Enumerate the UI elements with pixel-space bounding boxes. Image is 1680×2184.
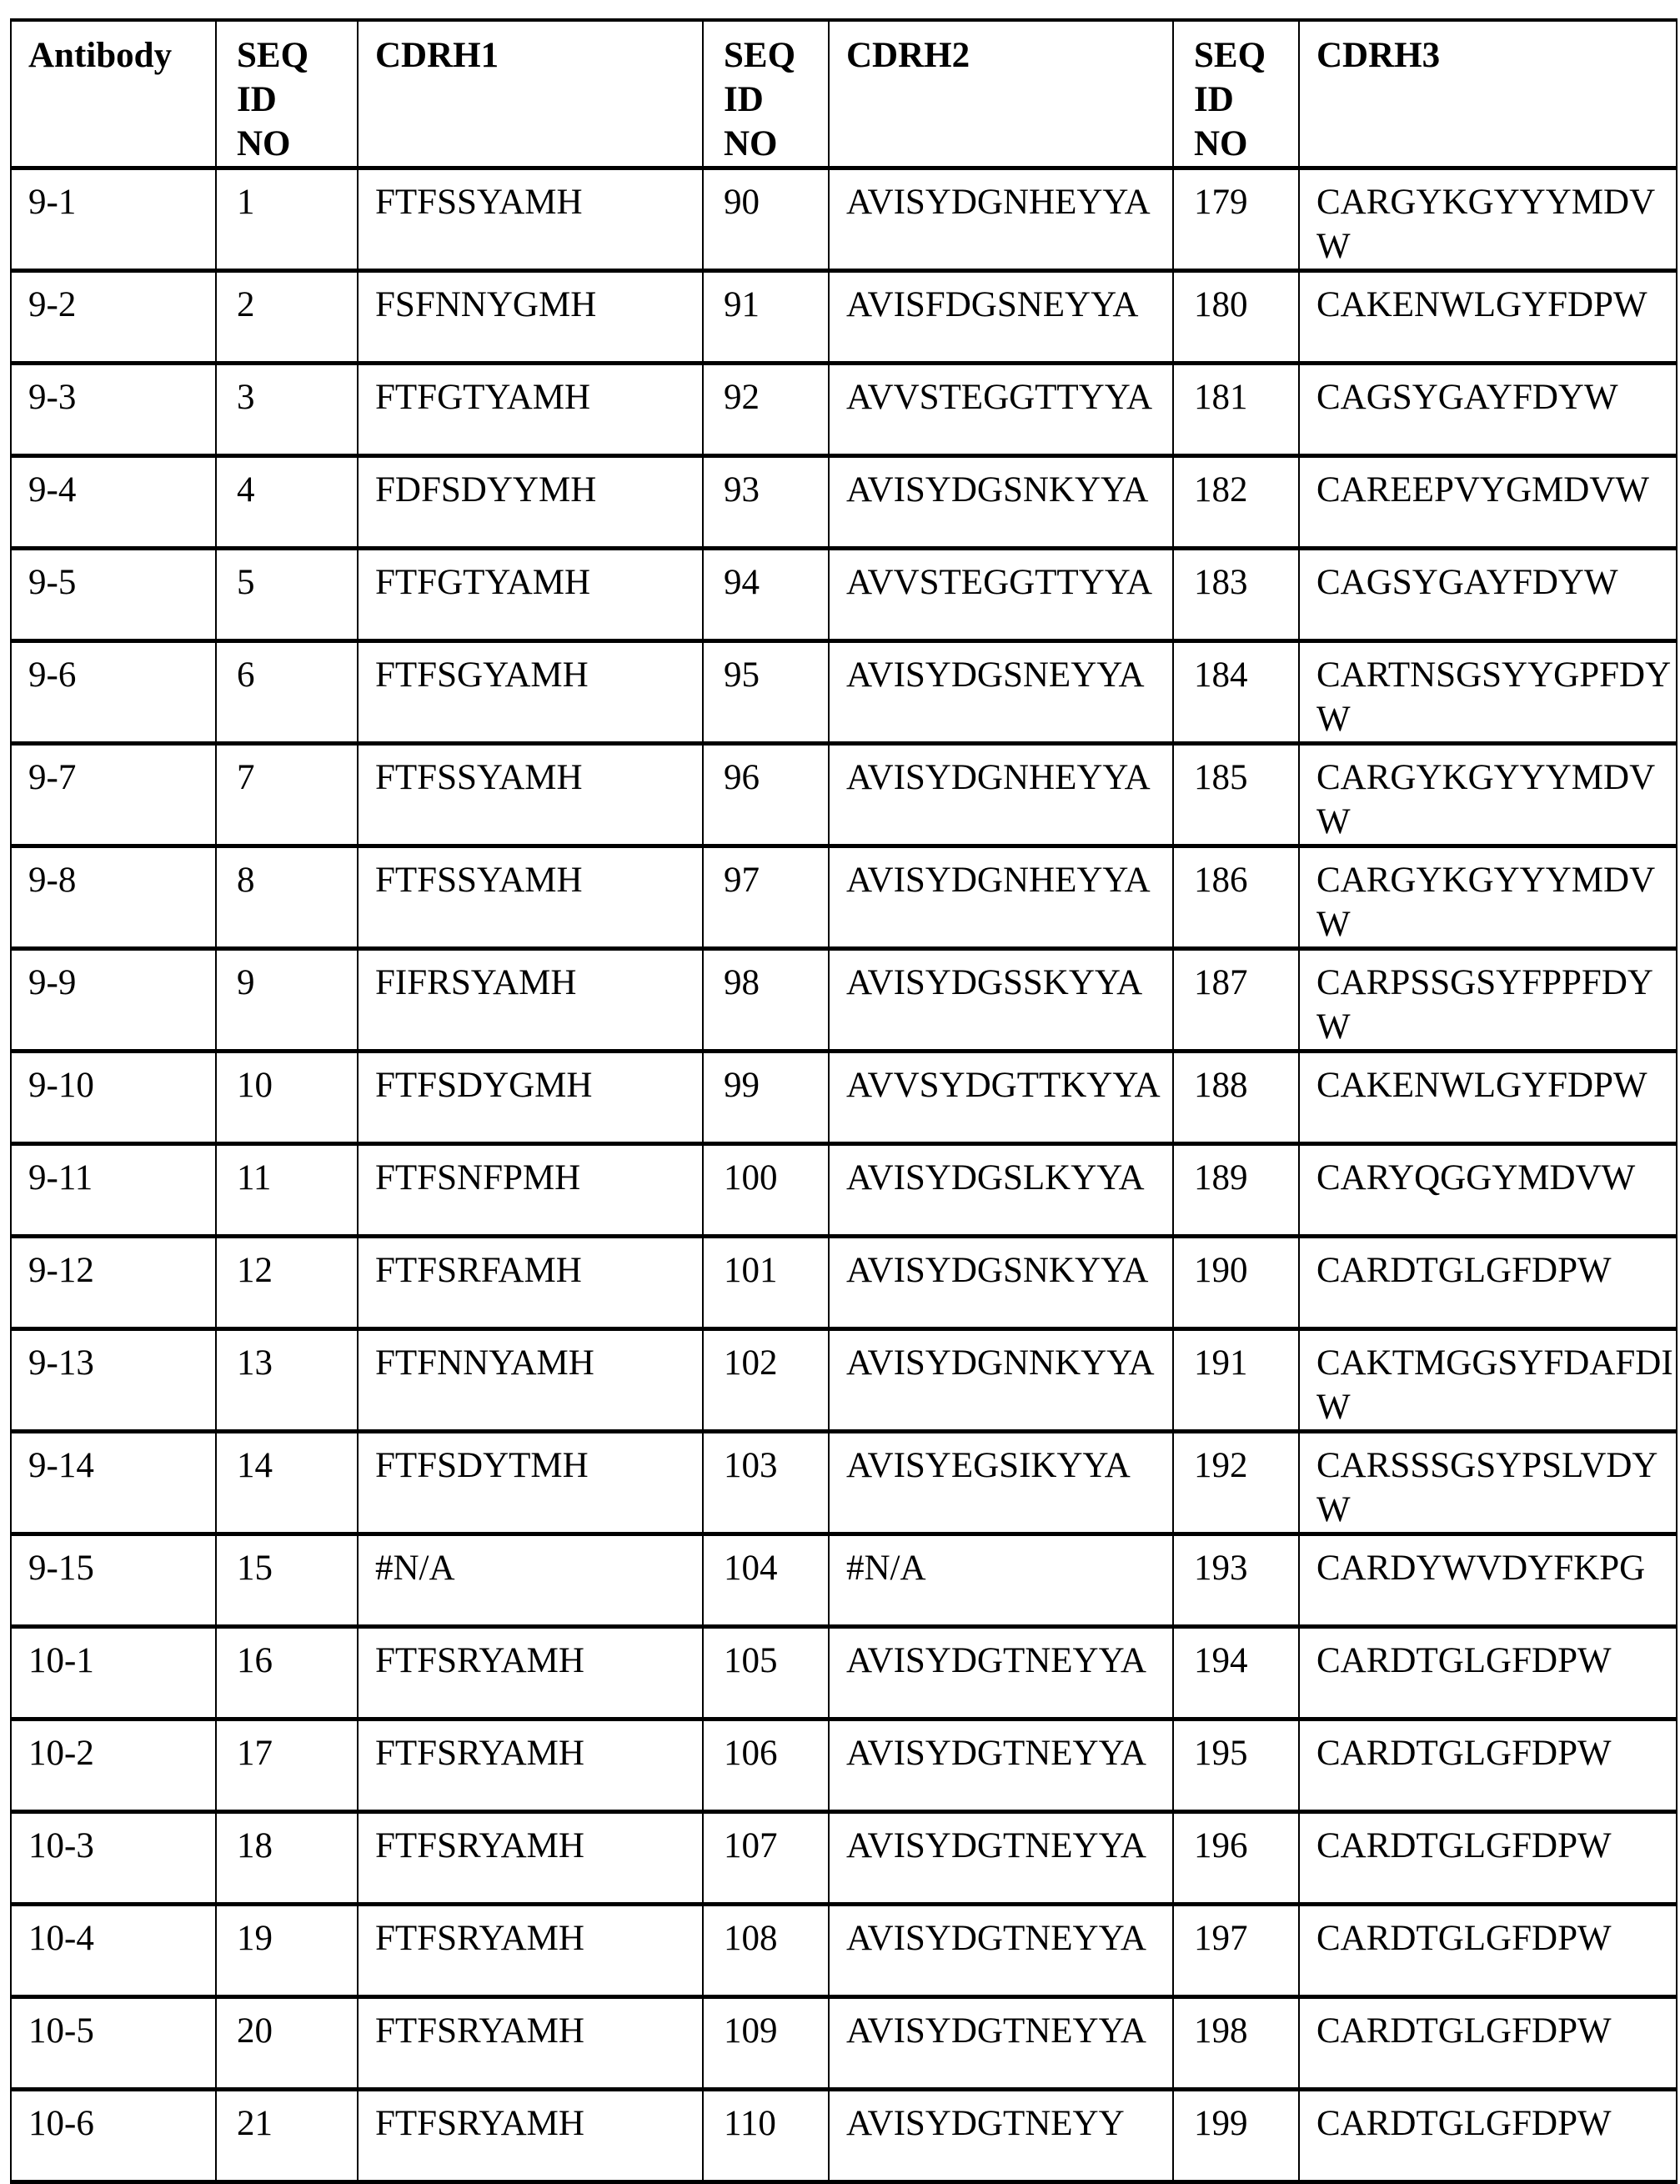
cell-cdrh1: FTFSGYAMH: [358, 641, 703, 744]
cell-antibody: 9-6: [11, 641, 216, 744]
cell-cdrh1: FTFSRYAMH: [358, 2090, 703, 2182]
cell-seq-id-cdrh3: 180: [1173, 271, 1299, 364]
cell-cdrh2: AVISFDGSNEYYA: [829, 271, 1173, 364]
table-row: [11, 1627, 1677, 1720]
cell-seq-id-cdrh2: 105: [703, 1627, 829, 1720]
cell-cdrh1: FSFNNYGMH: [358, 271, 703, 364]
cell-seq-id-cdrh1: 17: [216, 1720, 358, 1812]
cell-cdrh1: FTFSSYAMH: [358, 168, 703, 271]
column-header-seq-id-cdrh2: SEQ ID NO: [703, 20, 829, 168]
cell-seq-id-cdrh3: 181: [1173, 364, 1299, 456]
table-row: [11, 1534, 1677, 1627]
cell-cdrh3: CAKENWLGYFDPW: [1299, 271, 1677, 364]
cell-seq-id-cdrh1: 2: [216, 271, 358, 364]
cell-seq-id-cdrh2: 106: [703, 1720, 829, 1812]
cell-cdrh2: AVISYDGTNEYYA: [829, 1812, 1173, 1905]
cell-cdrh1: FIFRSYAMH: [358, 949, 703, 1052]
table-row: [11, 1720, 1677, 1812]
table-row: [11, 1329, 1677, 1432]
cell-antibody: 10-3: [11, 1812, 216, 1905]
cell-seq-id-cdrh2: 97: [703, 846, 829, 949]
cell-cdrh3: CARGYKGYYYMDVW: [1299, 744, 1677, 846]
cell-cdrh2: AVISYDGNHEYYA: [829, 168, 1173, 271]
cell-cdrh3: CARPSSGSYFPPFDYW: [1299, 949, 1677, 1052]
cell-seq-id-cdrh2: 109: [703, 1997, 829, 2090]
cell-cdrh1: FTFSRYAMH: [358, 1627, 703, 1720]
column-header-cdrh3: CDRH3: [1299, 20, 1677, 168]
cell-seq-id-cdrh2: 110: [703, 2090, 829, 2182]
cell-cdrh3: CARDTGLGFDPW: [1299, 1812, 1677, 1905]
cell-cdrh3: CAKENWLGYFDPW: [1299, 1052, 1677, 1144]
cell-seq-id-cdrh3: 199: [1173, 2090, 1299, 2182]
cell-antibody: 9-10: [11, 1052, 216, 1144]
cell-seq-id-cdrh3: 189: [1173, 1144, 1299, 1237]
cell-cdrh3: CARDTGLGFDPW: [1299, 1627, 1677, 1720]
cell-cdrh3: CARGYKGYYYMDVW: [1299, 168, 1677, 271]
table-row: [11, 2090, 1677, 2182]
cell-seq-id-cdrh3: 195: [1173, 1720, 1299, 1812]
cell-antibody: 9-1: [11, 168, 216, 271]
cell-cdrh1: FTFSRYAMH: [358, 1720, 703, 1812]
cell-cdrh1: FTFSSYAMH: [358, 846, 703, 949]
cell-cdrh1: FTFSDYGMH: [358, 1052, 703, 1144]
cell-cdrh1: FTFSRYAMH: [358, 1997, 703, 2090]
cell-cdrh2: AVISYDGNHEYYA: [829, 744, 1173, 846]
table-row: [11, 744, 1677, 846]
cell-seq-id-cdrh1: 10: [216, 1052, 358, 1144]
cell-cdrh3: CAGSYGAYFDYW: [1299, 549, 1677, 641]
cell-seq-id-cdrh1: 8: [216, 846, 358, 949]
cell-seq-id-cdrh3: 196: [1173, 1812, 1299, 1905]
cell-seq-id-cdrh2: 96: [703, 744, 829, 846]
cell-antibody: 9-13: [11, 1329, 216, 1432]
cell-seq-id-cdrh2: 91: [703, 271, 829, 364]
cell-seq-id-cdrh1: 9: [216, 949, 358, 1052]
cell-seq-id-cdrh1: 4: [216, 456, 358, 549]
cell-cdrh1: FTFSRFAMH: [358, 1237, 703, 1329]
column-header-antibody: Antibody: [11, 20, 216, 168]
cell-seq-id-cdrh2: 93: [703, 456, 829, 549]
cell-seq-id-cdrh2: 104: [703, 1534, 829, 1627]
cell-seq-id-cdrh1: 18: [216, 1812, 358, 1905]
cell-seq-id-cdrh3: 186: [1173, 846, 1299, 949]
table-row: [11, 364, 1677, 456]
cell-cdrh3: CARDTGLGFDPW: [1299, 1905, 1677, 1997]
cell-seq-id-cdrh1: 15: [216, 1534, 358, 1627]
table-row: [11, 949, 1677, 1052]
cell-cdrh3: CARDTGLGFDPW: [1299, 2090, 1677, 2182]
cell-cdrh2: AVISYDGTNEYYA: [829, 1997, 1173, 2090]
cell-antibody: 10-5: [11, 1997, 216, 2090]
cell-cdrh1: FTFSNFPMH: [358, 1144, 703, 1237]
cell-seq-id-cdrh2: 98: [703, 949, 829, 1052]
table-row: [11, 1812, 1677, 1905]
cell-seq-id-cdrh3: 179: [1173, 168, 1299, 271]
cell-seq-id-cdrh2: 95: [703, 641, 829, 744]
cell-cdrh3: CARDTGLGFDPW: [1299, 1237, 1677, 1329]
cell-seq-id-cdrh3: 190: [1173, 1237, 1299, 1329]
cell-seq-id-cdrh3: 188: [1173, 1052, 1299, 1144]
cell-cdrh2: AVISYDGSSKYYA: [829, 949, 1173, 1052]
cell-seq-id-cdrh1: 7: [216, 744, 358, 846]
header-row: [11, 20, 1677, 168]
cell-cdrh2: AVISYDGTNEYYA: [829, 1905, 1173, 1997]
cell-seq-id-cdrh3: 187: [1173, 949, 1299, 1052]
cell-seq-id-cdrh1: 14: [216, 1432, 358, 1534]
cell-seq-id-cdrh1: 19: [216, 1905, 358, 1997]
cell-cdrh3: CAREEPVYGMDVW: [1299, 456, 1677, 549]
cell-seq-id-cdrh3: 185: [1173, 744, 1299, 846]
column-header-seq-id-cdrh3: SEQ ID NO: [1173, 20, 1299, 168]
cell-seq-id-cdrh3: 194: [1173, 1627, 1299, 1720]
cell-cdrh3: CARDTGLGFDPW: [1299, 1720, 1677, 1812]
cell-cdrh2: AVVSTEGGTTYYA: [829, 364, 1173, 456]
column-header-seq-id-cdrh1: SEQ ID NO: [216, 20, 358, 168]
cell-cdrh1: FTFSSYAMH: [358, 744, 703, 846]
cell-cdrh3: CARSSSGSYPSLVDYW: [1299, 1432, 1677, 1534]
cell-cdrh2: AVISYDGNHEYYA: [829, 846, 1173, 949]
table-row: [11, 1144, 1677, 1237]
cell-seq-id-cdrh3: 197: [1173, 1905, 1299, 1997]
cell-seq-id-cdrh2: 90: [703, 168, 829, 271]
table-row: [11, 549, 1677, 641]
cell-seq-id-cdrh3: 193: [1173, 1534, 1299, 1627]
cell-seq-id-cdrh1: 3: [216, 364, 358, 456]
cell-antibody: 9-5: [11, 549, 216, 641]
column-header-cdrh1: CDRH1: [358, 20, 703, 168]
cell-cdrh1: #N/A: [358, 1534, 703, 1627]
column-header-cdrh2: CDRH2: [829, 20, 1173, 168]
cell-seq-id-cdrh3: 191: [1173, 1329, 1299, 1432]
cell-seq-id-cdrh2: 108: [703, 1905, 829, 1997]
table-row: [11, 1237, 1677, 1329]
cell-cdrh3: CARDYWVDYFKPG: [1299, 1534, 1677, 1627]
cell-antibody: 9-4: [11, 456, 216, 549]
cell-seq-id-cdrh2: 103: [703, 1432, 829, 1534]
cdr-sequence-table: [10, 18, 1677, 2184]
cell-seq-id-cdrh1: 16: [216, 1627, 358, 1720]
cell-cdrh1: FTFSRYAMH: [358, 1905, 703, 1997]
table-row: [11, 846, 1677, 949]
cell-seq-id-cdrh3: 182: [1173, 456, 1299, 549]
cell-seq-id-cdrh2: 99: [703, 1052, 829, 1144]
cell-antibody: 10-2: [11, 1720, 216, 1812]
cell-antibody: 9-12: [11, 1237, 216, 1329]
cell-antibody: 9-7: [11, 744, 216, 846]
table-row: [11, 168, 1677, 271]
cell-seq-id-cdrh3: 192: [1173, 1432, 1299, 1534]
cell-seq-id-cdrh2: 101: [703, 1237, 829, 1329]
cell-antibody: 9-11: [11, 1144, 216, 1237]
cell-cdrh3: CAKTMGGSYFDAFDIW: [1299, 1329, 1677, 1432]
cell-seq-id-cdrh1: 21: [216, 2090, 358, 2182]
cell-seq-id-cdrh1: 11: [216, 1144, 358, 1237]
cell-antibody: 10-4: [11, 1905, 216, 1997]
cell-cdrh1: FDFSDYYMH: [358, 456, 703, 549]
cell-seq-id-cdrh2: 92: [703, 364, 829, 456]
cell-cdrh3: CARGYKGYYYMDVW: [1299, 846, 1677, 949]
cell-cdrh2: AVISYEGSIKYYA: [829, 1432, 1173, 1534]
cell-cdrh1: FTFSDYTMH: [358, 1432, 703, 1534]
cell-cdrh1: FTFGTYAMH: [358, 549, 703, 641]
cell-seq-id-cdrh2: 94: [703, 549, 829, 641]
cell-seq-id-cdrh3: 198: [1173, 1997, 1299, 2090]
cell-antibody: 9-14: [11, 1432, 216, 1534]
cell-cdrh3: CARTNSGSYYGPFDYW: [1299, 641, 1677, 744]
cell-cdrh3: CARYQGGYMDVW: [1299, 1144, 1677, 1237]
cell-cdrh2: AVISYDGTNEYYA: [829, 1627, 1173, 1720]
cell-cdrh1: FTFGTYAMH: [358, 364, 703, 456]
cell-seq-id-cdrh1: 20: [216, 1997, 358, 2090]
cell-cdrh2: AVISYDGSNKYYA: [829, 1237, 1173, 1329]
cell-cdrh3: CARDTGLGFDPW: [1299, 1997, 1677, 2090]
cell-cdrh2: #N/A: [829, 1534, 1173, 1627]
cell-antibody: 10-6: [11, 2090, 216, 2182]
cell-seq-id-cdrh1: 6: [216, 641, 358, 744]
cell-seq-id-cdrh1: 1: [216, 168, 358, 271]
cell-cdrh2: AVVSTEGGTTYYA: [829, 549, 1173, 641]
cell-seq-id-cdrh3: 184: [1173, 641, 1299, 744]
table-row: [11, 456, 1677, 549]
cell-cdrh2: AVISYDGSLKYYA: [829, 1144, 1173, 1237]
table-row: [11, 1052, 1677, 1144]
cell-seq-id-cdrh2: 107: [703, 1812, 829, 1905]
cell-antibody: 9-3: [11, 364, 216, 456]
table-row: [11, 271, 1677, 364]
cell-cdrh2: AVISYDGNNKYYA: [829, 1329, 1173, 1432]
cell-antibody: 10-1: [11, 1627, 216, 1720]
cell-antibody: 9-8: [11, 846, 216, 949]
table-row: [11, 1432, 1677, 1534]
cell-antibody: 9-2: [11, 271, 216, 364]
cell-cdrh2: AVISYDGSNEYYA: [829, 641, 1173, 744]
cell-cdrh2: AVISYDGTNEYYA: [829, 1720, 1173, 1812]
table-row: [11, 641, 1677, 744]
cell-cdrh3: CAGSYGAYFDYW: [1299, 364, 1677, 456]
cell-antibody: 9-9: [11, 949, 216, 1052]
cell-cdrh1: FTFNNYAMH: [358, 1329, 703, 1432]
cell-antibody: 9-15: [11, 1534, 216, 1627]
table-row: [11, 1905, 1677, 1997]
cell-seq-id-cdrh2: 102: [703, 1329, 829, 1432]
cell-seq-id-cdrh2: 100: [703, 1144, 829, 1237]
cell-cdrh2: AVISYDGTNEYY: [829, 2090, 1173, 2182]
cell-seq-id-cdrh1: 12: [216, 1237, 358, 1329]
cell-cdrh1: FTFSRYAMH: [358, 1812, 703, 1905]
table-row: [11, 1997, 1677, 2090]
cell-cdrh2: AVVSYDGTTKYYA: [829, 1052, 1173, 1144]
cell-cdrh2: AVISYDGSNKYYA: [829, 456, 1173, 549]
table-body: [11, 168, 1677, 2182]
cell-seq-id-cdrh3: 183: [1173, 549, 1299, 641]
cell-seq-id-cdrh1: 5: [216, 549, 358, 641]
cell-seq-id-cdrh1: 13: [216, 1329, 358, 1432]
